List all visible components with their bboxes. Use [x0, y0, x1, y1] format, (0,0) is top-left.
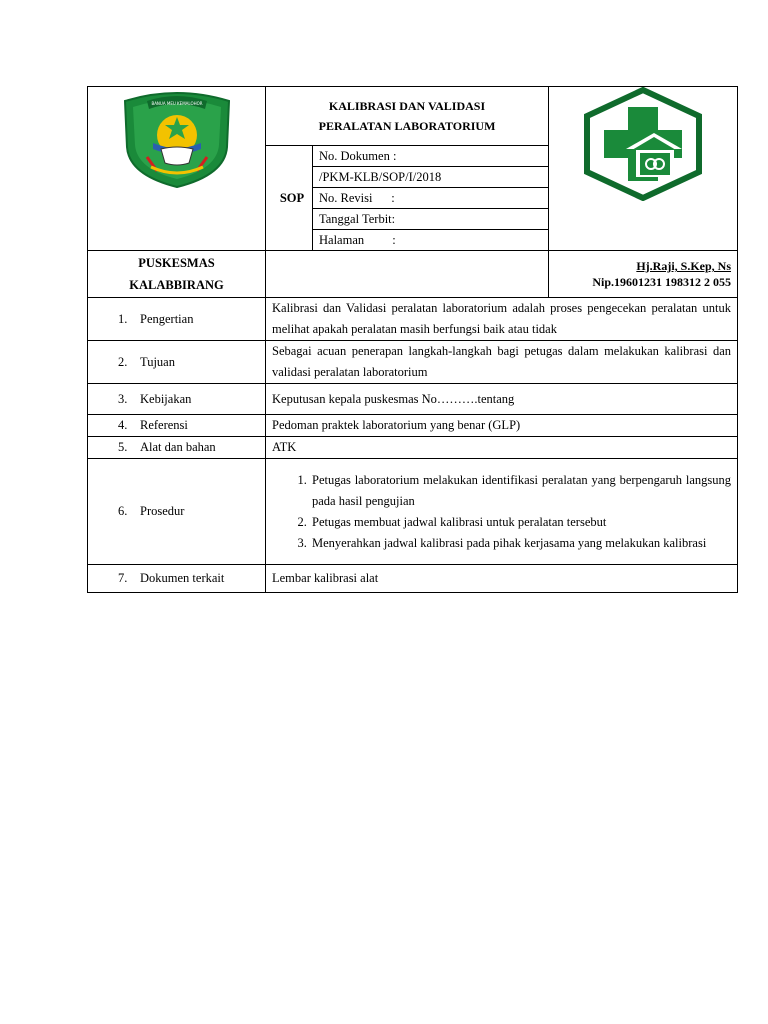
empty-center-cell	[266, 251, 549, 298]
row-content: Keputusan kepala puskesmas No……….tentang	[266, 384, 738, 415]
table-row	[88, 459, 738, 565]
puskesmas-logo-cell	[549, 87, 738, 251]
row-number: 4.	[118, 418, 128, 432]
table-row	[88, 341, 738, 384]
procedure-step: 3. Menyerahkan jadwal kalibrasi pada pihak kerjasama yang melakukan kalibrasi	[310, 533, 731, 554]
doc-number-label: No. Dokumen :	[313, 146, 549, 167]
signer-nip: Nip.19601231 198312 2 055	[592, 275, 732, 289]
row-label: Kebijakan	[140, 391, 192, 406]
sop-body-table	[87, 297, 738, 593]
signer-name: Hj.Raji, S.Kep, Ns	[636, 259, 732, 273]
doc-number-value: /PKM-KLB/SOP/I/2018	[313, 167, 549, 188]
row-number: 1.	[118, 311, 128, 326]
organization-name	[88, 251, 266, 298]
page-label: Halaman :	[313, 230, 549, 251]
emblem-banner-text: BANUA MEU KEMALOHOR	[150, 100, 203, 106]
row-content: Sebagai acuan penerapan langkah-langkah bagi petugas dalam melakukan kalibrasi dan validasi peralatan laboratorium	[266, 341, 738, 384]
issue-date-label: Tanggal Terbit:	[313, 209, 549, 230]
row-label: Prosedur	[140, 504, 185, 518]
regency-emblem-cell	[88, 87, 266, 251]
row-label: Tujuan	[140, 354, 175, 369]
sop-label: SOP	[266, 146, 313, 251]
table-row	[88, 437, 738, 459]
table-row	[88, 415, 738, 437]
row-number: 3.	[118, 391, 128, 406]
row-number: 6.	[118, 504, 128, 518]
title-line-1: KALIBRASI DAN VALIDASI	[328, 99, 486, 113]
procedure-step: 2. Petugas membuat jadwal kalibrasi untuk peralatan tersebut	[310, 512, 731, 533]
title-line-2: PERALATAN LABORATORIUM	[318, 119, 496, 133]
org-line-2: KALABBIRANG	[129, 278, 224, 292]
procedure-step: 1. Petugas laboratorium melakukan identifikasi peralatan yang berpengaruh langsung pada hasil pengujian	[310, 470, 731, 512]
sop-document	[87, 86, 737, 593]
row-number: 7.	[118, 571, 128, 585]
puskesmas-cross-logo-icon	[582, 87, 704, 201]
table-row	[88, 298, 738, 341]
row-label: Dokumen terkait	[140, 571, 225, 585]
org-line-1: PUSKESMAS	[138, 256, 215, 270]
row-content: Kalibrasi dan Validasi peralatan laboratorium adalah proses pengecekan peralatan untuk melihat apakah peralatan masih berfungsi baik atau tidak	[266, 298, 738, 341]
signer-block	[549, 251, 738, 298]
revision-label: No. Revisi :	[313, 188, 549, 209]
row-label: Pengertian	[140, 311, 194, 326]
procedure-steps	[266, 459, 738, 565]
row-number: 5.	[118, 440, 128, 454]
row-content: Pedoman praktek laboratorium yang benar (GLP)	[266, 415, 738, 437]
row-label: Referensi	[140, 418, 188, 432]
row-content: ATK	[266, 437, 738, 459]
row-content: Lembar kalibrasi alat	[266, 565, 738, 593]
regency-emblem-icon	[117, 87, 237, 191]
row-label: Alat dan bahan	[140, 440, 216, 454]
sop-header-table	[87, 86, 738, 298]
table-row	[88, 565, 738, 593]
row-number: 2.	[118, 354, 128, 369]
table-row	[88, 384, 738, 415]
document-title	[266, 87, 549, 146]
